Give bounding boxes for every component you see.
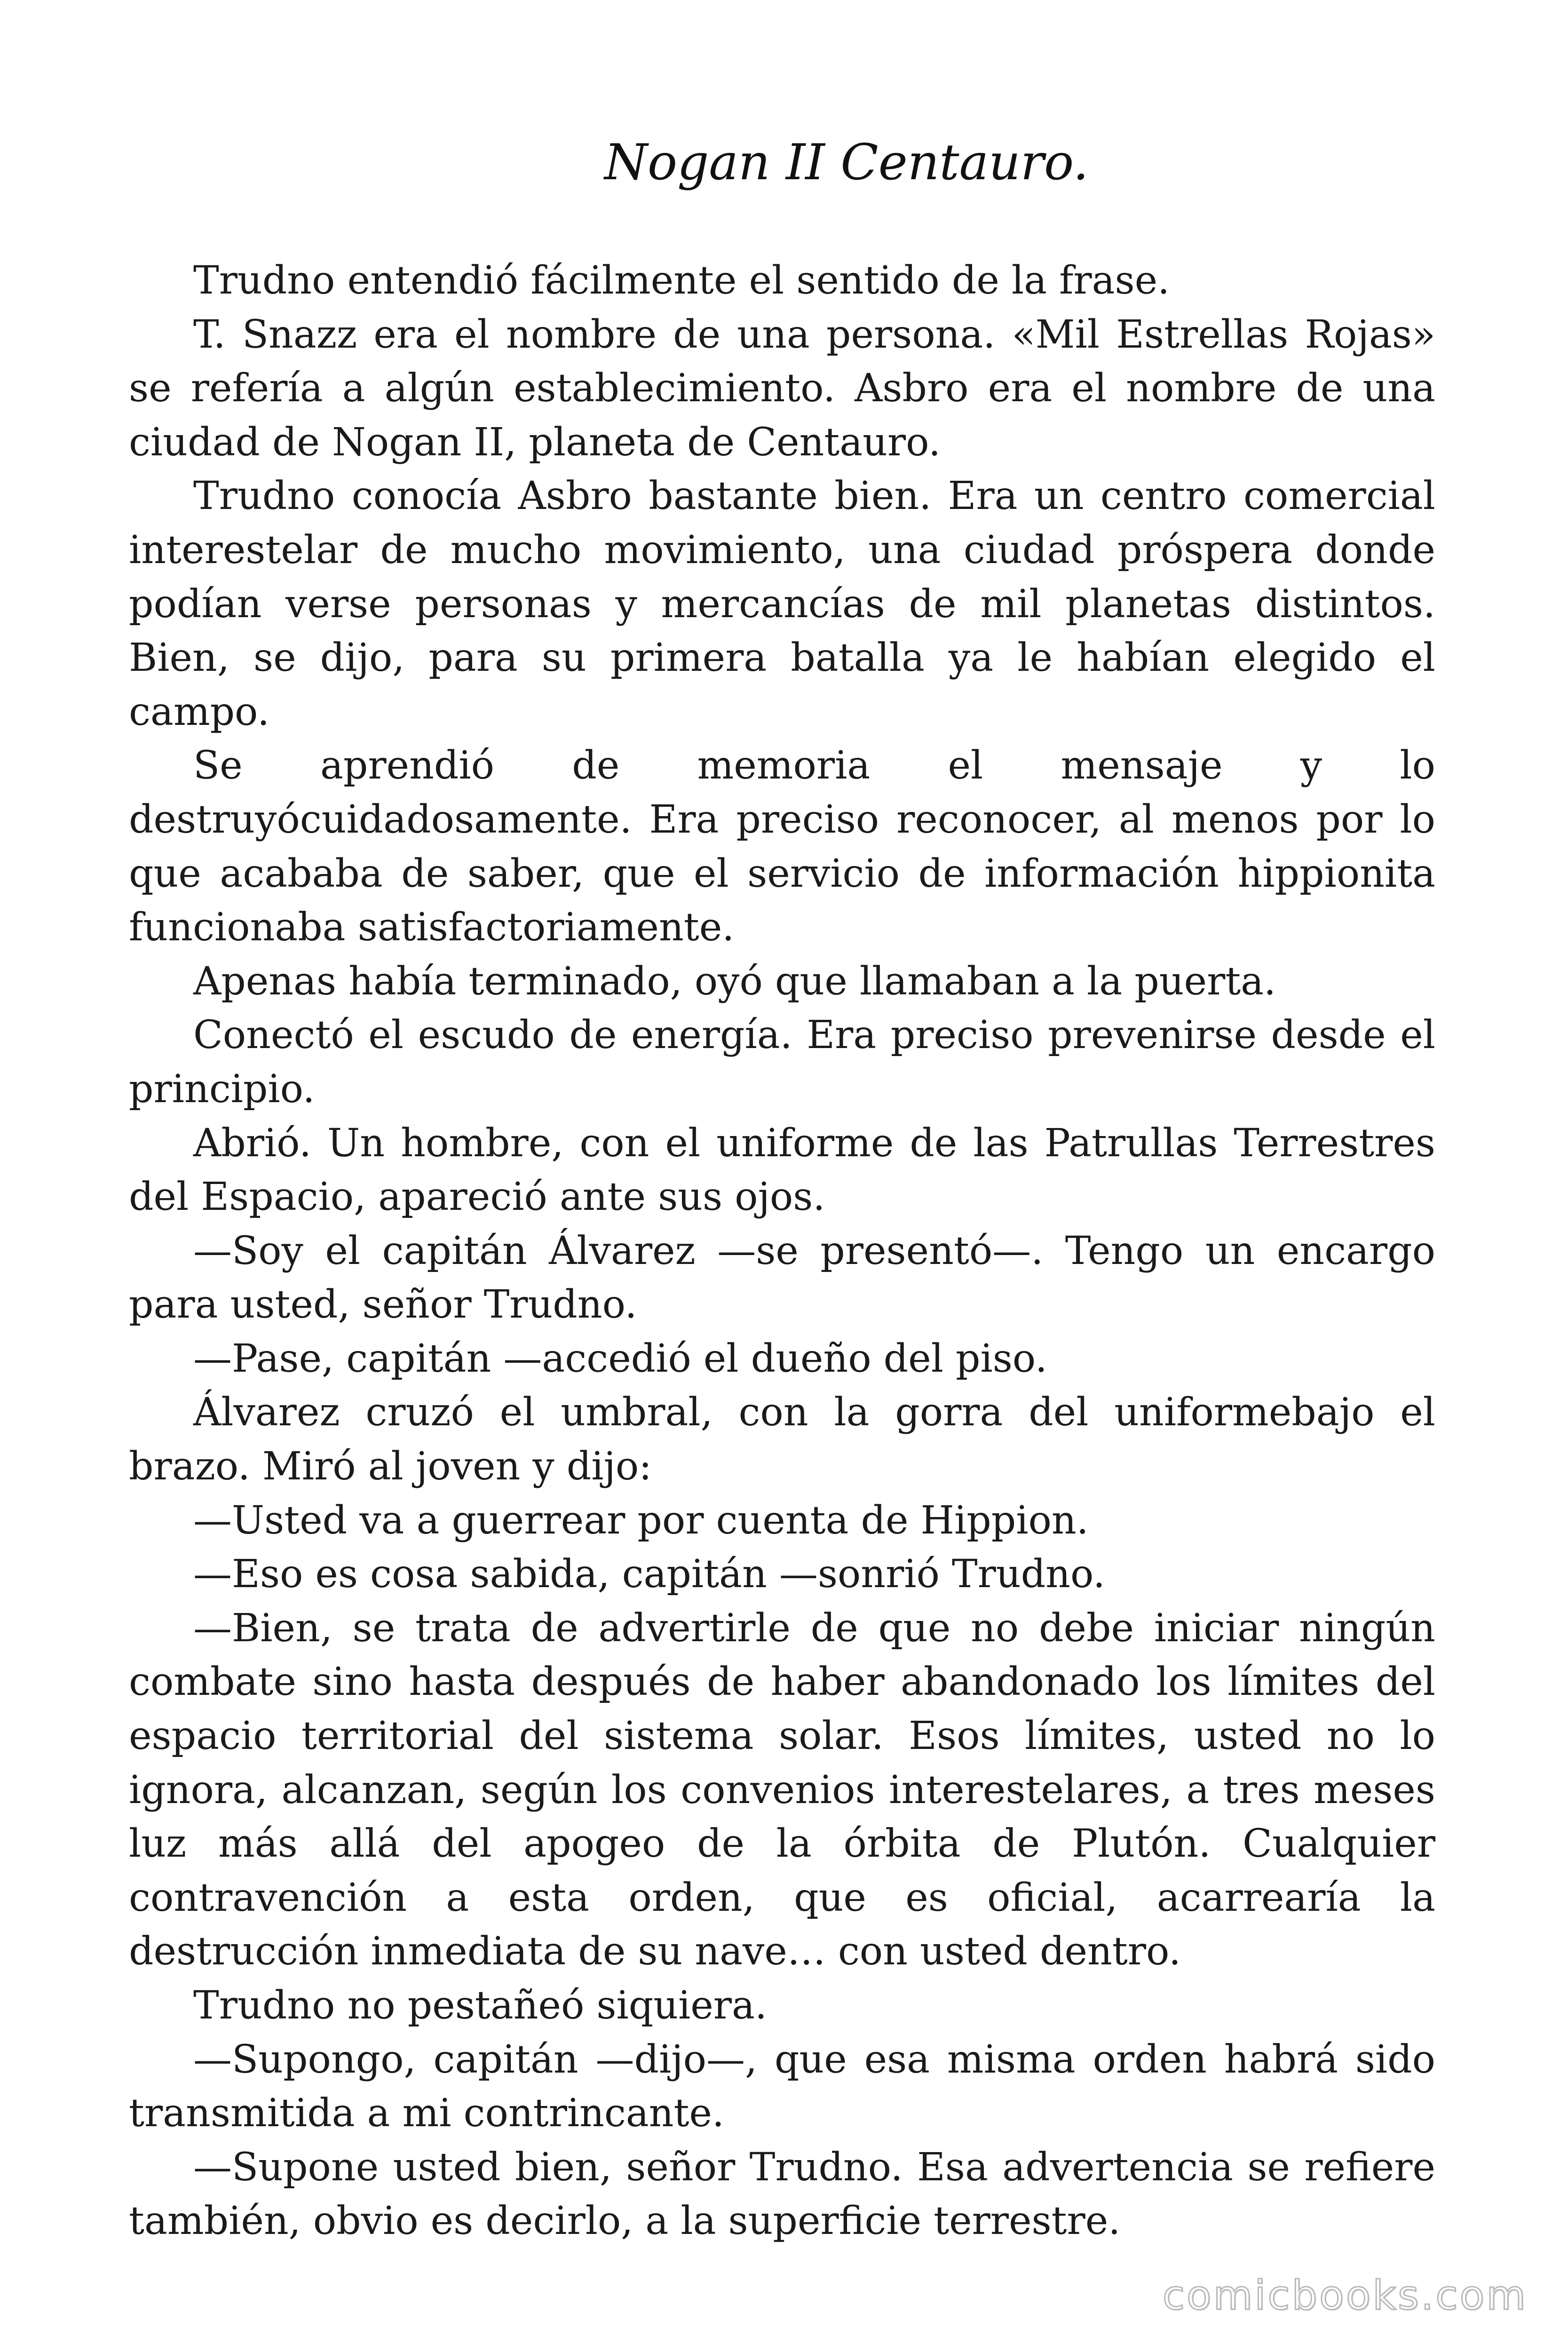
chapter-title: Nogan II Centauro.: [604, 134, 1089, 191]
paragraph: Se aprendió de memoria el mensaje y lo destruyócuidadosamente. Era preciso reconocer, al menos por lo que acababa de saber, que el servicio de información hippionita funcionaba satisfactoriamente.: [129, 743, 1435, 950]
paragraph: —Supongo, capitán —dijo—, que esa misma orden habrá sido transmitida a mi contrincante.: [129, 2037, 1435, 2136]
paragraph: Abrió. Un hombre, con el uniforme de las Patrullas Terrestres del Espacio, apareció ante sus ojos.: [129, 1120, 1435, 1220]
paragraph: Trudno no pestañeó siquiera.: [193, 1983, 767, 2028]
paragraph: —Eso es cosa sabida, capitán —sonrió Trudno.: [193, 1552, 1105, 1597]
paragraph: Álvarez cruzó el umbral, con la gorra del uniformebajo el brazo. Miró al joven y dijo:: [129, 1390, 1435, 1489]
paragraph: —Usted va a guerrear por cuenta de Hippion.: [193, 1498, 1089, 1543]
watermark: comicbooks.com: [1162, 2272, 1528, 2319]
paragraph: —Bien, se trata de advertirle de que no debe iniciar ningún combate sino hasta después de haber abandonado los límites del espacio territorial del sistema solar. Esos límites, usted no lo ignora, alcanzan, según los convenios interestelares, a tres meses luz más allá del apogeo de la órbita de Plutón. Cualquier contravención a esta orden, que es oficial, acarrearía la destrucción inmediata de su nave… con usted dentro.: [129, 1605, 1435, 1974]
body-text: [129, 254, 1435, 2249]
paragraph: —Soy el capitán Álvarez —se presentó—. Tengo un encargo para usted, señor Trudno.: [129, 1228, 1435, 1327]
paragraph: Conectó el escudo de energía. Era preciso prevenirse desde el principio.: [129, 1013, 1435, 1112]
paragraph: —Supone usted bien, señor Trudno. Esa advertencia se refiere también, obvio es decirlo, a la superficie terrestre.: [129, 2145, 1435, 2244]
paragraph: —Pase, capitán —accedió el dueño del piso.: [193, 1336, 1047, 1381]
paragraph: T. Snazz era el nombre de una persona. «Mil Estrellas Rojas» se refería a algún establecimiento. Asbro era el nombre de una ciudad de Nogan II, planeta de Centauro.: [129, 312, 1435, 465]
paragraph: Trudno conocía Asbro bastante bien. Era un centro comercial interestelar de mucho movimiento, una ciudad próspera donde podían verse personas y mercancías de mil planetas distintos. Bien, se dijo, para su primera batalla ya le habían elegido el campo.: [129, 474, 1435, 734]
paragraph: Trudno entendió fácilmente el sentido de la frase.: [193, 258, 1170, 303]
paragraph: Apenas había terminado, oyó que llamaban a la puerta.: [193, 959, 1276, 1004]
